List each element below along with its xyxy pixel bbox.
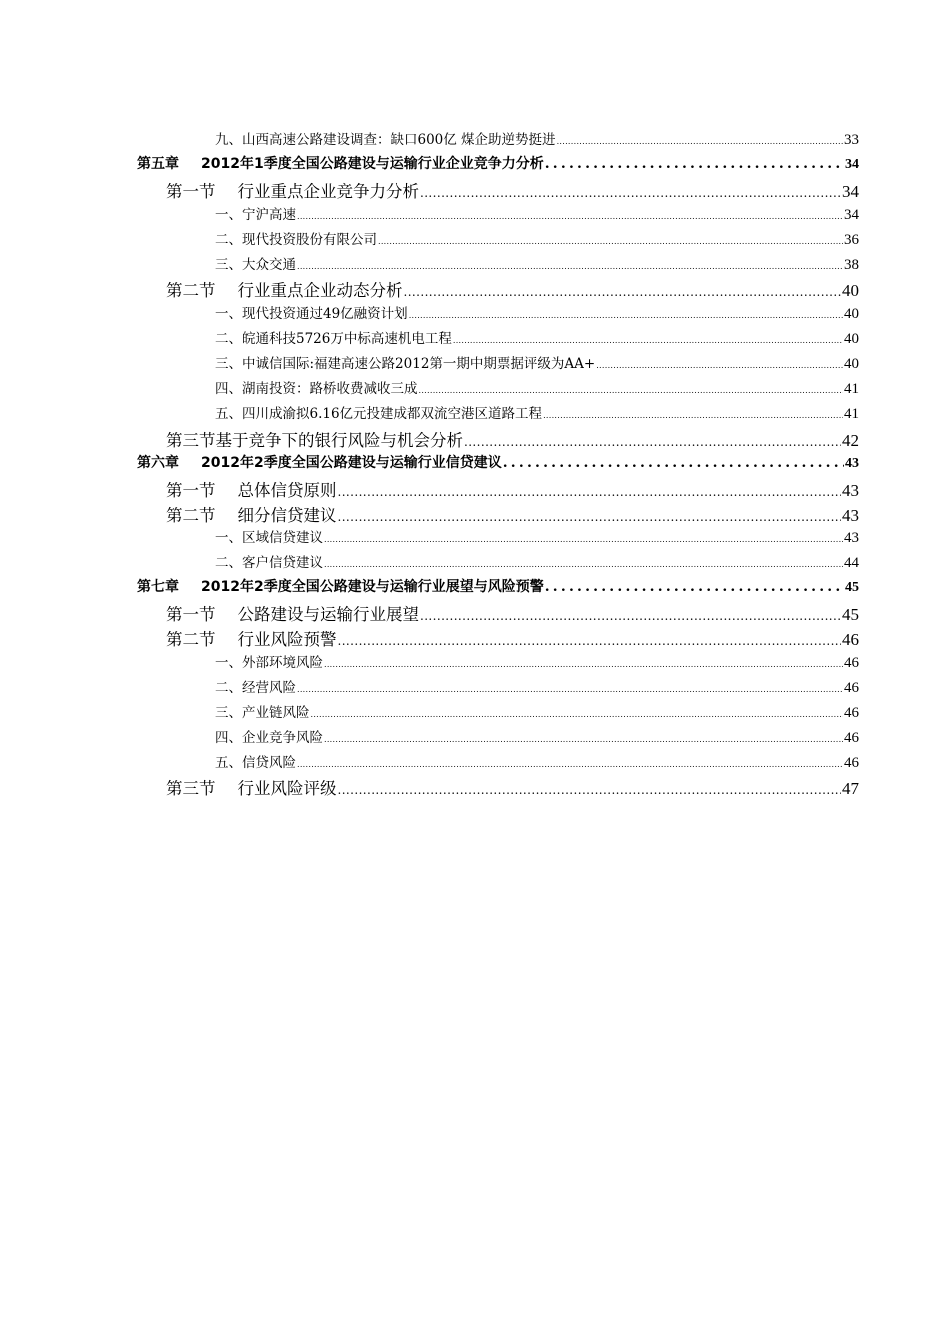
toc-entry-title: [215, 676, 296, 696]
toc-entry-label: 行业风险评级: [237, 779, 337, 799]
toc-subsection[interactable]: [215, 676, 859, 697]
toc-entry-title: [215, 352, 595, 372]
toc-page-number: 41: [844, 405, 859, 422]
dot-leader: [297, 680, 843, 696]
dot-leader: [324, 730, 843, 746]
toc-entry-label: 第三节基于竞争下的银行风险与机会分析: [166, 430, 463, 450]
toc-entry-label: 九、山西高速公路建设调查：缺口600亿 煤企助逆势挺进: [215, 132, 556, 148]
toc-entry-title: [215, 302, 408, 322]
toc-page-number: 34: [842, 181, 859, 201]
toc-page-number: 47: [842, 779, 859, 799]
toc-page-number: 34: [845, 156, 859, 172]
toc-entry-label: 公路建设与运输行业展望: [237, 605, 419, 625]
toc-page-number: 45: [845, 580, 859, 596]
toc-page-number: 44: [844, 555, 859, 572]
toc-page-number: 46: [844, 704, 859, 721]
toc-section[interactable]: [166, 502, 859, 526]
toc-subsection[interactable]: [215, 352, 859, 373]
toc-entry-title: [215, 377, 418, 397]
dot-leader: [420, 605, 841, 624]
toc-entry-number: 第一节: [166, 181, 216, 201]
dot-leader: [453, 331, 843, 347]
toc-chapter[interactable]: [137, 153, 859, 173]
toc-subsection[interactable]: [215, 526, 859, 547]
toc-entry-label: 四、湖南投资：路桥收费减收三成: [215, 381, 418, 397]
toc-entry-title: [215, 551, 323, 571]
toc-subsection[interactable]: [215, 128, 859, 149]
toc-entry-number: 第五章: [137, 155, 179, 172]
toc-entry-label: 一、现代投资通过49亿融资计划: [215, 306, 408, 323]
toc-subsection[interactable]: [215, 327, 859, 348]
toc-entry-title: [137, 153, 544, 173]
toc-entry-label: 四、企业竞争风险: [215, 729, 323, 746]
toc-page-number: 46: [844, 679, 859, 696]
toc-entry-title: [215, 726, 323, 746]
dot-leader: [297, 257, 843, 273]
toc-entry-title: [215, 128, 556, 148]
toc-entry-title: [166, 775, 337, 799]
dot-leader: [324, 530, 843, 546]
toc-page-number: 40: [844, 356, 859, 373]
toc-entry-title: [166, 178, 419, 202]
toc-entry-label: 行业重点企业动态分析: [237, 281, 403, 301]
dot-leader: [545, 156, 844, 172]
toc-section[interactable]: [166, 601, 859, 625]
dot-leader: [543, 406, 843, 422]
toc-entry-title: [166, 502, 337, 526]
toc-subsection[interactable]: [215, 203, 859, 224]
toc-entry-title: [137, 452, 502, 472]
toc-entry-number: 第二节: [166, 630, 216, 649]
toc-chapter[interactable]: [137, 576, 859, 596]
toc-entry-title: [166, 477, 337, 501]
toc-page-number: 34: [844, 206, 859, 223]
toc-subsection[interactable]: [215, 377, 859, 398]
toc-entry-label: 行业风险预警: [237, 630, 337, 649]
toc-page-number: 43: [842, 480, 859, 500]
toc-subsection[interactable]: [215, 701, 859, 722]
toc-entry-label: 二、皖通科技5726万中标高速机电工程: [215, 331, 452, 348]
dot-leader: [419, 381, 844, 397]
toc-subsection[interactable]: [215, 751, 859, 772]
toc-page-number: 43: [845, 455, 859, 471]
toc-entry-title: [215, 253, 296, 273]
toc-section[interactable]: [166, 277, 859, 301]
toc-page-number: 43: [844, 530, 859, 547]
toc-entry-label: 一、外部环境风险: [215, 654, 323, 671]
dot-leader: [545, 579, 844, 595]
toc-page-number: 40: [844, 306, 859, 323]
dot-leader: [338, 481, 842, 500]
toc-page-number: 46: [844, 754, 859, 771]
toc-entry-label: 三、大众交通: [215, 256, 296, 273]
toc-entry-label: 二、经营风险: [215, 679, 296, 696]
toc-page-number: 42: [842, 430, 859, 450]
dot-leader: [338, 506, 842, 525]
dot-leader: [297, 755, 843, 771]
dot-leader: [557, 132, 843, 148]
toc-entry-number: 第一节: [166, 605, 216, 625]
toc-section[interactable]: [166, 626, 859, 650]
toc-entry-title: [166, 277, 403, 301]
toc-entry-label: 总体信贷原则: [237, 480, 337, 500]
toc-subsection[interactable]: [215, 726, 859, 747]
toc-page-number: 45: [842, 605, 859, 625]
toc-section[interactable]: [166, 178, 859, 202]
toc-entry-title: [166, 601, 419, 625]
toc-entry-title: [215, 203, 296, 223]
toc-section[interactable]: [166, 775, 859, 799]
dot-leader: [596, 356, 843, 372]
toc-subsection[interactable]: [215, 302, 859, 323]
dot-leader: [338, 779, 842, 798]
toc-entry-title: [166, 427, 463, 451]
dot-leader: [338, 630, 842, 649]
toc-entry-label: 五、信贷风险: [215, 754, 296, 771]
toc-page-number: 36: [844, 231, 859, 248]
toc-section[interactable]: [166, 427, 859, 451]
toc-entry-label: 三、产业链风险: [215, 704, 310, 721]
toc-entry-label: 二、现代投资股份有限公司: [215, 231, 377, 248]
toc-entry-title: [215, 526, 323, 546]
toc-entry-title: [166, 626, 337, 650]
toc-entry-number: 第七章: [137, 579, 179, 596]
toc-entry-title: [215, 751, 296, 771]
toc-page-number: 40: [842, 281, 859, 301]
toc-entry-label: 一、宁沪高速: [215, 206, 296, 223]
dot-leader: [378, 232, 843, 248]
toc-page-number: 46: [844, 729, 859, 746]
dot-leader: [409, 306, 843, 322]
toc-section[interactable]: [166, 477, 859, 501]
toc-page-number: 46: [844, 654, 859, 671]
toc-entry-title: [215, 228, 377, 248]
toc-entry-label: 行业重点企业竞争力分析: [237, 181, 419, 201]
toc-subsection[interactable]: [215, 651, 859, 672]
toc-subsection[interactable]: [215, 402, 859, 423]
toc-entry-title: [215, 402, 542, 422]
toc-page-number: 33: [844, 132, 859, 148]
toc-entry-number: 第三节: [166, 779, 216, 799]
toc-page-number: 43: [842, 505, 859, 525]
dot-leader: [311, 705, 844, 721]
toc-entry-label: 五、四川成渝拟6.16亿元投建成都双流空港区道路工程: [215, 405, 543, 422]
toc-chapter[interactable]: [137, 452, 859, 472]
dot-leader: [464, 431, 841, 450]
toc-subsection[interactable]: [215, 253, 859, 274]
toc-entry-label: 2012年2季度全国公路建设与运输行业展望与风险预警: [201, 579, 544, 596]
dot-leader: [297, 207, 843, 223]
toc-subsection[interactable]: [215, 551, 859, 572]
toc-entry-label: 一、区域信贷建议: [215, 530, 323, 547]
toc-entry-label: 2012年1季度全国公路建设与运输行业企业竞争力分析: [201, 155, 544, 172]
toc-page-number: 46: [842, 630, 859, 649]
toc-entry-label: 二、客户信贷建议: [215, 555, 323, 572]
toc-entry-label: 细分信贷建议: [237, 505, 337, 525]
toc-page-number: 40: [844, 331, 859, 348]
dot-leader: [324, 655, 843, 671]
dot-leader: [503, 455, 844, 471]
dot-leader: [420, 182, 841, 201]
dot-leader: [404, 281, 842, 300]
toc-entry-title: [215, 327, 452, 347]
toc-entry-label: 2012年2季度全国公路建设与运输行业信贷建议: [201, 454, 502, 471]
toc-entry-number: 第一节: [166, 480, 216, 500]
toc-entry-number: 第二节: [166, 281, 216, 301]
toc-page-number: 41: [844, 381, 859, 397]
toc-entry-title: [137, 576, 544, 596]
toc-entry-label: 三、中诚信国际:福建高速公路2012第一期中期票据评级为AA+: [215, 356, 596, 373]
toc-entry-number: 第二节: [166, 505, 216, 525]
toc-entry-title: [215, 701, 310, 721]
toc-entry-number: 第六章: [137, 454, 179, 471]
dot-leader: [324, 555, 843, 571]
toc-page-number: 38: [844, 256, 859, 273]
toc-subsection[interactable]: [215, 228, 859, 249]
toc-entry-title: [215, 651, 323, 671]
